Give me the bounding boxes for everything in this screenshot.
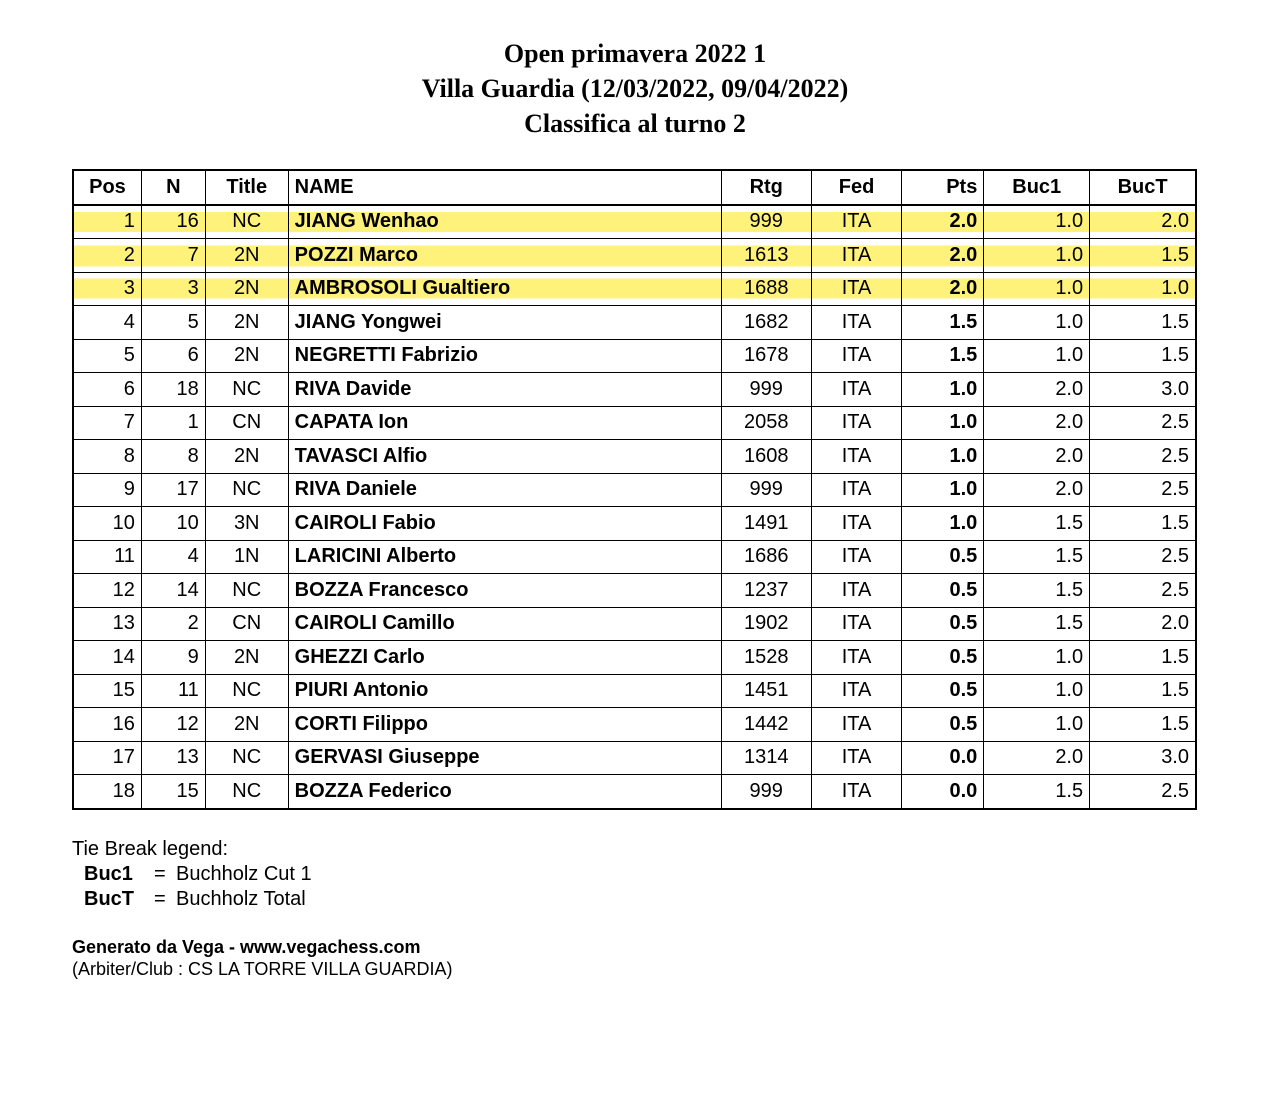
- cell-player-name: BOZZA Federico: [288, 775, 721, 809]
- cell-rating: 1237: [721, 574, 811, 608]
- cell-points: 0.5: [902, 607, 984, 641]
- cell-federation: ITA: [811, 406, 902, 440]
- standings-round-title: Classifica al turno 2: [524, 109, 746, 138]
- col-header-n: N: [141, 170, 205, 205]
- cell-buct: 2.5: [1090, 574, 1196, 608]
- col-header-buct: BucT: [1090, 170, 1196, 205]
- generator-credit: Generato da Vega - www.vegachess.com: [72, 937, 421, 957]
- cell-title: NC: [205, 674, 288, 708]
- cell-buc1: 2.0: [984, 473, 1090, 507]
- col-header-name: NAME: [288, 170, 721, 205]
- cell-n: 12: [141, 708, 205, 742]
- standings-table: [72, 169, 1197, 810]
- cell-rating: 1491: [721, 507, 811, 541]
- cell-buc1: 1.0: [984, 674, 1090, 708]
- cell-pos: 15: [73, 674, 141, 708]
- cell-player-name: AMBROSOLI Gualtiero: [288, 272, 721, 306]
- cell-buc1: 2.0: [984, 406, 1090, 440]
- cell-points: 0.5: [902, 574, 984, 608]
- cell-rating: 1608: [721, 440, 811, 474]
- cell-player-name: PIURI Antonio: [288, 674, 721, 708]
- table-row: [73, 674, 1196, 708]
- cell-n: 1: [141, 406, 205, 440]
- cell-pos: 11: [73, 540, 141, 574]
- cell-points: 1.0: [902, 473, 984, 507]
- cell-player-name: GERVASI Giuseppe: [288, 741, 721, 775]
- cell-buct: 3.0: [1090, 373, 1196, 407]
- cell-title: CN: [205, 406, 288, 440]
- cell-rating: 1678: [721, 339, 811, 373]
- cell-federation: ITA: [811, 607, 902, 641]
- cell-n: 6: [141, 339, 205, 373]
- table-row: [73, 540, 1196, 574]
- cell-pos: 2: [73, 239, 141, 273]
- cell-n: 18: [141, 373, 205, 407]
- table-row: [73, 708, 1196, 742]
- document-footer: [72, 936, 452, 980]
- col-header-rtg: Rtg: [721, 170, 811, 205]
- cell-buct: 1.5: [1090, 674, 1196, 708]
- cell-buct: 2.5: [1090, 775, 1196, 809]
- cell-player-name: RIVA Davide: [288, 373, 721, 407]
- table-row: [73, 406, 1196, 440]
- cell-points: 0.0: [902, 741, 984, 775]
- cell-rating: 999: [721, 473, 811, 507]
- cell-federation: ITA: [811, 540, 902, 574]
- col-header-buc1: Buc1: [984, 170, 1090, 205]
- cell-points: 0.5: [902, 708, 984, 742]
- cell-pos: 4: [73, 306, 141, 340]
- legend-description: Buchholz Total: [176, 888, 306, 910]
- cell-title: 2N: [205, 339, 288, 373]
- cell-rating: 1686: [721, 540, 811, 574]
- cell-n: 5: [141, 306, 205, 340]
- cell-title: 1N: [205, 540, 288, 574]
- cell-buct: 1.5: [1090, 507, 1196, 541]
- legend-title: Tie Break legend:: [72, 838, 229, 860]
- cell-n: 9: [141, 641, 205, 675]
- cell-federation: ITA: [811, 373, 902, 407]
- cell-pos: 10: [73, 507, 141, 541]
- cell-buc1: 1.5: [984, 507, 1090, 541]
- standings-body: [73, 205, 1196, 809]
- cell-buc1: 2.0: [984, 373, 1090, 407]
- cell-player-name: CORTI Filippo: [288, 708, 721, 742]
- legend-equals: =: [154, 863, 166, 885]
- cell-title: 2N: [205, 272, 288, 306]
- cell-pos: 16: [73, 708, 141, 742]
- table-row: [73, 239, 1196, 273]
- legend-key: BucT: [84, 888, 134, 910]
- cell-n: 7: [141, 239, 205, 273]
- cell-title: CN: [205, 607, 288, 641]
- table-row: [73, 272, 1196, 306]
- table-row: [73, 641, 1196, 675]
- cell-federation: ITA: [811, 306, 902, 340]
- cell-points: 0.5: [902, 674, 984, 708]
- table-row: [73, 775, 1196, 809]
- cell-pos: 8: [73, 440, 141, 474]
- cell-buct: 2.0: [1090, 607, 1196, 641]
- cell-federation: ITA: [811, 674, 902, 708]
- cell-n: 10: [141, 507, 205, 541]
- cell-title: 2N: [205, 239, 288, 273]
- cell-rating: 1902: [721, 607, 811, 641]
- cell-buc1: 1.5: [984, 540, 1090, 574]
- document-header: [0, 36, 1270, 141]
- cell-rating: 1528: [721, 641, 811, 675]
- cell-player-name: TAVASCI Alfio: [288, 440, 721, 474]
- cell-title: 2N: [205, 306, 288, 340]
- cell-buc1: 1.0: [984, 641, 1090, 675]
- cell-buc1: 1.0: [984, 306, 1090, 340]
- table-row: [73, 473, 1196, 507]
- cell-title: 2N: [205, 440, 288, 474]
- cell-rating: 999: [721, 775, 811, 809]
- table-row: [73, 339, 1196, 373]
- cell-pos: 18: [73, 775, 141, 809]
- cell-player-name: JIANG Yongwei: [288, 306, 721, 340]
- cell-rating: 2058: [721, 406, 811, 440]
- col-header-pts: Pts: [902, 170, 984, 205]
- cell-pos: 9: [73, 473, 141, 507]
- legend-equals: =: [154, 888, 166, 910]
- cell-rating: 1451: [721, 674, 811, 708]
- cell-buct: 1.5: [1090, 339, 1196, 373]
- cell-rating: 1688: [721, 272, 811, 306]
- cell-points: 0.5: [902, 540, 984, 574]
- cell-title: NC: [205, 775, 288, 809]
- cell-player-name: BOZZA Francesco: [288, 574, 721, 608]
- cell-n: 2: [141, 607, 205, 641]
- table-row: [73, 373, 1196, 407]
- cell-buct: 1.5: [1090, 641, 1196, 675]
- cell-buc1: 1.5: [984, 574, 1090, 608]
- cell-federation: ITA: [811, 708, 902, 742]
- cell-buct: 1.5: [1090, 306, 1196, 340]
- cell-points: 2.0: [902, 205, 984, 239]
- tie-break-legend: [72, 837, 312, 912]
- cell-buc1: 1.0: [984, 239, 1090, 273]
- cell-n: 4: [141, 540, 205, 574]
- cell-federation: ITA: [811, 775, 902, 809]
- cell-federation: ITA: [811, 205, 902, 239]
- tournament-title: Open primavera 2022 1: [503, 39, 767, 68]
- col-header-title: Title: [205, 170, 288, 205]
- cell-federation: ITA: [811, 473, 902, 507]
- legend-key: Buc1: [84, 863, 133, 885]
- cell-player-name: CAPATA Ion: [288, 406, 721, 440]
- legend-item: [72, 862, 312, 887]
- cell-title: 2N: [205, 641, 288, 675]
- cell-buct: 3.0: [1090, 741, 1196, 775]
- table-row: [73, 741, 1196, 775]
- cell-rating: 999: [721, 205, 811, 239]
- cell-rating: 1613: [721, 239, 811, 273]
- cell-points: 1.0: [902, 440, 984, 474]
- cell-federation: ITA: [811, 339, 902, 373]
- cell-buct: 2.5: [1090, 473, 1196, 507]
- table-row: [73, 507, 1196, 541]
- arbiter-club: (Arbiter/Club : CS LA TORRE VILLA GUARDIA): [72, 959, 453, 979]
- cell-federation: ITA: [811, 507, 902, 541]
- cell-buc1: 1.0: [984, 272, 1090, 306]
- cell-player-name: CAIROLI Camillo: [288, 607, 721, 641]
- cell-points: 1.0: [902, 373, 984, 407]
- cell-pos: 14: [73, 641, 141, 675]
- cell-points: 2.0: [902, 239, 984, 273]
- cell-pos: 7: [73, 406, 141, 440]
- cell-buc1: 1.5: [984, 775, 1090, 809]
- table-row: [73, 574, 1196, 608]
- cell-title: NC: [205, 574, 288, 608]
- cell-title: 3N: [205, 507, 288, 541]
- cell-buc1: 1.0: [984, 339, 1090, 373]
- cell-player-name: CAIROLI Fabio: [288, 507, 721, 541]
- cell-buct: 1.5: [1090, 708, 1196, 742]
- cell-buc1: 1.0: [984, 708, 1090, 742]
- col-header-fed: Fed: [811, 170, 902, 205]
- cell-points: 0.5: [902, 641, 984, 675]
- cell-player-name: JIANG Wenhao: [288, 205, 721, 239]
- cell-n: 17: [141, 473, 205, 507]
- cell-n: 3: [141, 272, 205, 306]
- cell-player-name: LARICINI Alberto: [288, 540, 721, 574]
- cell-points: 1.5: [902, 306, 984, 340]
- cell-n: 16: [141, 205, 205, 239]
- cell-points: 1.0: [902, 507, 984, 541]
- cell-player-name: POZZI Marco: [288, 239, 721, 273]
- cell-buc1: 2.0: [984, 741, 1090, 775]
- cell-points: 2.0: [902, 272, 984, 306]
- cell-pos: 17: [73, 741, 141, 775]
- cell-buct: 1.5: [1090, 239, 1196, 273]
- cell-federation: ITA: [811, 440, 902, 474]
- cell-title: NC: [205, 741, 288, 775]
- cell-points: 1.5: [902, 339, 984, 373]
- cell-pos: 3: [73, 272, 141, 306]
- cell-rating: 1314: [721, 741, 811, 775]
- legend-item: [72, 887, 312, 912]
- cell-buct: 2.5: [1090, 540, 1196, 574]
- cell-buc1: 2.0: [984, 440, 1090, 474]
- cell-rating: 1442: [721, 708, 811, 742]
- cell-rating: 999: [721, 373, 811, 407]
- cell-pos: 5: [73, 339, 141, 373]
- cell-buct: 2.0: [1090, 205, 1196, 239]
- cell-player-name: RIVA Daniele: [288, 473, 721, 507]
- cell-federation: ITA: [811, 239, 902, 273]
- col-header-pos: Pos: [73, 170, 141, 205]
- cell-pos: 1: [73, 205, 141, 239]
- cell-title: NC: [205, 473, 288, 507]
- cell-title: NC: [205, 205, 288, 239]
- cell-pos: 13: [73, 607, 141, 641]
- cell-title: 2N: [205, 708, 288, 742]
- cell-buc1: 1.5: [984, 607, 1090, 641]
- cell-pos: 6: [73, 373, 141, 407]
- cell-federation: ITA: [811, 574, 902, 608]
- table-header-row: [73, 170, 1196, 205]
- cell-n: 11: [141, 674, 205, 708]
- cell-player-name: NEGRETTI Fabrizio: [288, 339, 721, 373]
- cell-rating: 1682: [721, 306, 811, 340]
- cell-federation: ITA: [811, 272, 902, 306]
- cell-player-name: GHEZZI Carlo: [288, 641, 721, 675]
- cell-buct: 2.5: [1090, 406, 1196, 440]
- cell-buc1: 1.0: [984, 205, 1090, 239]
- cell-buct: 2.5: [1090, 440, 1196, 474]
- table-row: [73, 205, 1196, 239]
- cell-points: 0.0: [902, 775, 984, 809]
- cell-pos: 12: [73, 574, 141, 608]
- cell-federation: ITA: [811, 741, 902, 775]
- table-row: [73, 607, 1196, 641]
- cell-buct: 1.0: [1090, 272, 1196, 306]
- cell-n: 15: [141, 775, 205, 809]
- table-row: [73, 306, 1196, 340]
- legend-description: Buchholz Cut 1: [176, 863, 312, 885]
- cell-n: 8: [141, 440, 205, 474]
- cell-federation: ITA: [811, 641, 902, 675]
- cell-points: 1.0: [902, 406, 984, 440]
- cell-n: 13: [141, 741, 205, 775]
- cell-title: NC: [205, 373, 288, 407]
- table-row: [73, 440, 1196, 474]
- tournament-venue-dates: Villa Guardia (12/03/2022, 09/04/2022): [421, 74, 849, 103]
- cell-n: 14: [141, 574, 205, 608]
